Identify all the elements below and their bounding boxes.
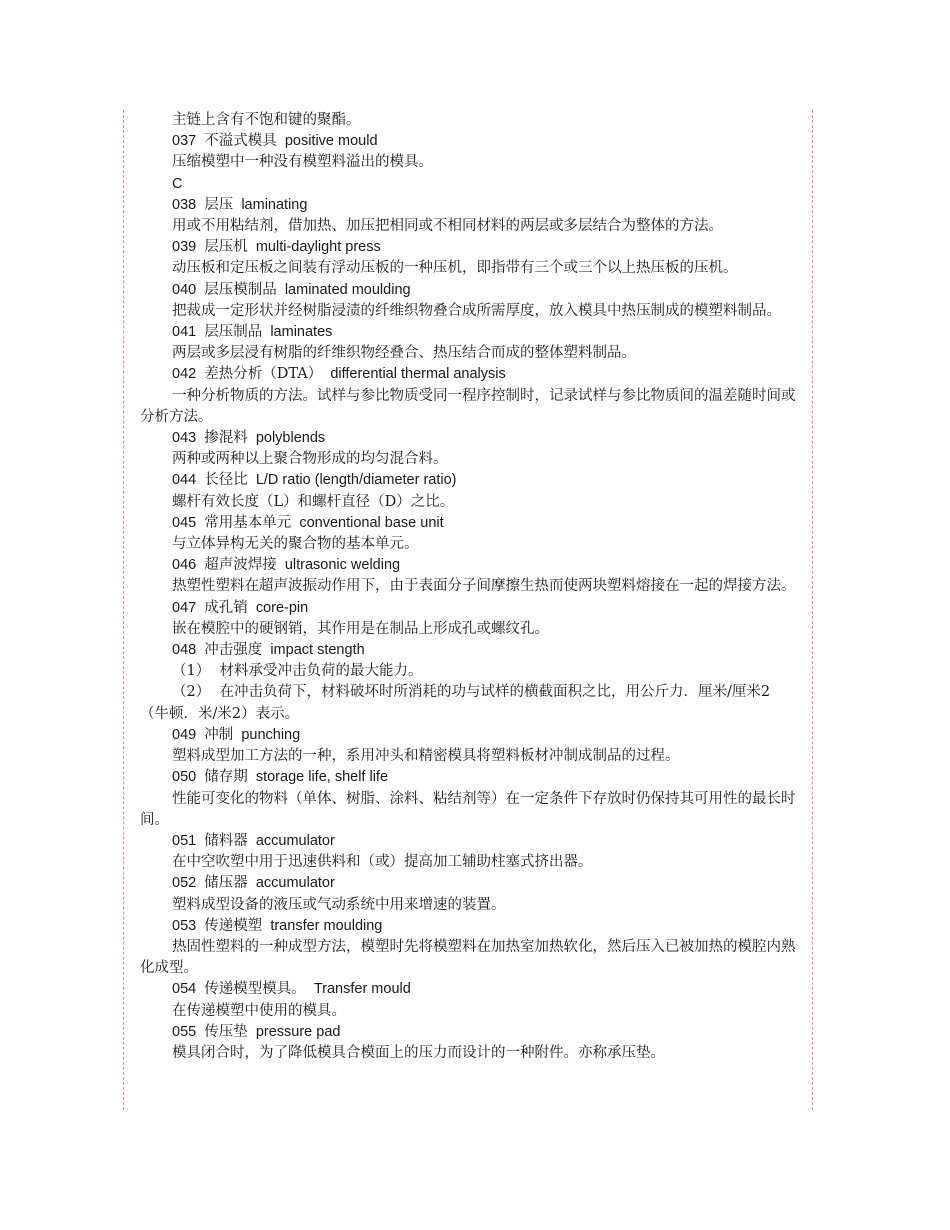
term-heading: [140, 364, 798, 385]
term-chinese: 掺混料: [204, 430, 248, 447]
term-heading: [140, 725, 798, 746]
term-chinese: 差热分析（DTA）: [204, 366, 323, 383]
term-number: 051: [172, 832, 197, 849]
term-english: accumulator: [255, 832, 335, 849]
definition-text: 在中空吹塑中用于迅速供料和（或）提高加工辅助柱塞式挤出器。: [172, 854, 593, 871]
definition-text: 两层或多层浸有树脂的纤维织物经叠合、热压结合而成的整体塑料制品。: [172, 345, 636, 362]
definition-text: 两种或两种以上聚合物形成的均匀混合料。: [172, 451, 448, 468]
term-heading: [140, 195, 798, 216]
definition-text: 一种分析物质的方法。试样与参比物质受同一程序控制时，记录试样与参比物质间的温差随时间或分析方法。: [140, 387, 796, 425]
term-number: 039: [172, 239, 197, 256]
term-number: 041: [172, 324, 197, 341]
term-chinese: 储存期: [204, 769, 248, 786]
document-body: [140, 110, 798, 1064]
term-number: 048: [172, 642, 197, 659]
term-chinese: 传递模塑: [204, 917, 263, 934]
term-heading: [140, 831, 798, 852]
term-english: L/D ratio (length/diameter ratio): [255, 472, 457, 489]
term-heading: [140, 767, 798, 788]
term-number: 046: [172, 557, 197, 574]
term-english: pressure pad: [255, 1023, 341, 1040]
term-heading: [140, 555, 798, 576]
section-letter: C: [172, 175, 183, 192]
left-margin-guide: [123, 110, 124, 1110]
definition-text: （2） 在冲击负荷下，材料破坏时所消耗的功与试样的横截面积之比，用公斤力．厘米/厘米2（牛顿．米/米2）表示。: [140, 684, 771, 722]
definition-text: 把裁成一定形状并经树脂浸渍的纤维织物叠合成所需厚度，放入模具中热压制成的模塑料制品。: [172, 302, 781, 319]
term-number: 045: [172, 514, 197, 531]
term-english: punching: [241, 726, 301, 743]
definition-text: 动压板和定压板之间装有浮动压板的一种压机，即指带有三个或三个以上热压板的压机。: [172, 260, 738, 277]
definition-text: 性能可变化的物料（单体、树脂、涂料、粘结剂等）在一定条件下存放时仍保持其可用性的最长时间。: [140, 790, 796, 828]
term-chinese: 成孔销: [204, 599, 248, 616]
term-english: differential thermal analysis: [330, 366, 506, 383]
definition-text: 在传递模塑中使用的模具。: [172, 1002, 346, 1019]
term-chinese: 长径比: [204, 472, 248, 489]
term-heading: [140, 280, 798, 301]
definition-text: 热塑性塑料在超声波振动作用下，由于表面分子间摩擦生热而使两块塑料熔接在一起的焊接方法。: [172, 578, 796, 595]
term-english: conventional base unit: [299, 514, 444, 531]
term-english: laminated moulding: [284, 281, 411, 298]
term-chinese: 储料器: [204, 832, 248, 849]
term-heading: [140, 640, 798, 661]
term-number: 054: [172, 981, 197, 998]
term-english: multi-daylight press: [255, 239, 381, 256]
term-heading: [140, 428, 798, 449]
term-chinese: 不溢式模具: [204, 133, 277, 150]
term-heading: [140, 598, 798, 619]
term-chinese: 超声波焊接: [204, 557, 277, 574]
term-english: core-pin: [255, 599, 309, 616]
term-english: polyblends: [255, 430, 326, 447]
right-margin-guide: [812, 110, 813, 1110]
term-heading: [140, 131, 798, 152]
term-heading: [140, 916, 798, 937]
term-chinese: 传压垫: [204, 1023, 248, 1040]
definition-text: 螺杆有效长度（L）和螺杆直径（D）之比。: [172, 493, 455, 510]
term-chinese: 层压制品: [204, 324, 263, 341]
term-chinese: 储压器: [204, 875, 248, 892]
term-english: positive mould: [284, 133, 378, 150]
term-heading: [140, 873, 798, 894]
term-heading: [140, 1022, 798, 1043]
definition-text: 模具闭合时，为了降低模具合模面上的压力而设计的一种附件。亦称承压垫。: [172, 1044, 665, 1061]
term-heading: [140, 513, 798, 534]
term-english: impact stength: [270, 642, 365, 659]
definition-text: 压缩模塑中一种没有模塑料溢出的模具。: [172, 154, 433, 171]
term-english: laminates: [270, 324, 333, 341]
term-english: transfer moulding: [270, 917, 383, 934]
definition-text: 主链上含有不饱和键的聚酯。: [172, 112, 361, 128]
term-number: 052: [172, 875, 197, 892]
term-number: 037: [172, 133, 197, 150]
term-number: 040: [172, 281, 197, 298]
definition-text: 塑料成型设备的液压或气动系统中用来增速的装置。: [172, 896, 506, 913]
term-heading: [140, 322, 798, 343]
term-chinese: 层压模制品: [204, 281, 277, 298]
term-number: 042: [172, 366, 197, 383]
term-heading: [140, 470, 798, 491]
definition-item: （1） 材料承受冲击负荷的最大能力。: [172, 663, 423, 680]
term-number: 043: [172, 430, 197, 447]
term-english: storage life, shelf life: [255, 769, 389, 786]
term-number: 050: [172, 769, 197, 786]
term-english: ultrasonic welding: [284, 557, 401, 574]
definition-text: 塑料成型加工方法的一种，系用冲头和精密模具将塑料板材冲制成制品的过程。: [172, 748, 680, 765]
term-chinese: 冲击强度: [204, 642, 263, 659]
term-chinese: 常用基本单元: [204, 514, 292, 531]
term-heading: [140, 237, 798, 258]
definition-text: 用或不用粘结剂，借加热、加压把相同或不相同材料的两层或多层结合为整体的方法。: [172, 218, 723, 235]
term-chinese: 传递模型模具。: [204, 981, 306, 998]
term-chinese: 冲制: [204, 726, 234, 743]
term-number: 055: [172, 1023, 197, 1040]
term-chinese: 层压机: [204, 239, 248, 256]
term-english: Transfer mould: [313, 981, 411, 998]
term-chinese: 层压: [204, 196, 234, 213]
term-number: 044: [172, 472, 197, 489]
definition-text: 与立体异构无关的聚合物的基本单元。: [172, 536, 419, 553]
term-number: 047: [172, 599, 197, 616]
term-number: 053: [172, 917, 197, 934]
term-heading: [140, 979, 798, 1000]
term-number: 049: [172, 726, 197, 743]
definition-text: 热固性塑料的一种成型方法，模塑时先将模塑料在加热室加热软化，然后压入已被加热的模腔内熟化成型。: [140, 938, 796, 977]
term-number: 038: [172, 196, 197, 213]
term-english: accumulator: [255, 875, 335, 892]
definition-text: 嵌在模腔中的硬钢销，其作用是在制品上形成孔或螺纹孔。: [172, 620, 549, 637]
term-english: laminating: [241, 196, 308, 213]
